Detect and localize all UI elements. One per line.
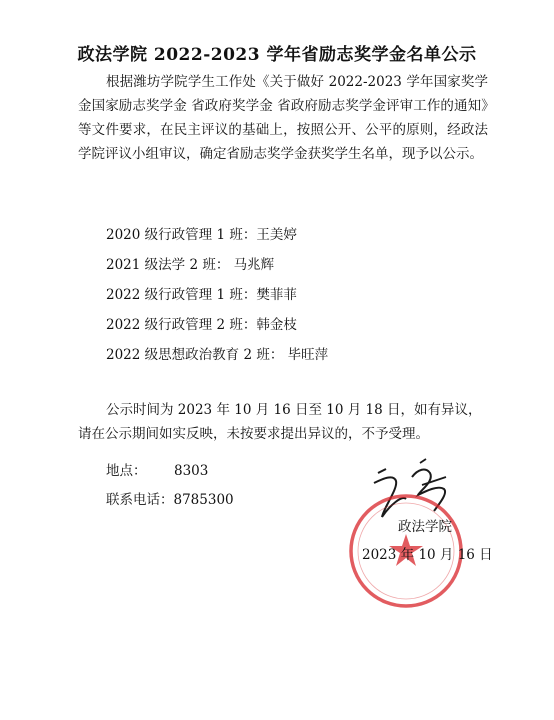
phone-line: [106, 488, 234, 508]
signature-organization: 政法学院: [398, 519, 452, 535]
recipient-item: 2022 级思想政治教育 2 班： 毕旺萍: [106, 347, 329, 363]
recipient-list: [106, 220, 328, 370]
phone-label: 联系电话：: [106, 492, 174, 508]
location-label: 地点：: [106, 463, 147, 479]
intro-paragraph: 根据潍坊学院学生工作处《关于做好 2022-2023 学年国家奖学金国家励志奖学金 省政府奖学金 省政府励志奖学金评审工作的通知》等文件要求，在民主评议的基础上，按照公开、公平的原则，经政法学院评议小组审议，确定省励志奖学金获奖学生名单，现予以公示。: [78, 74, 488, 162]
document-title: 政法学院 2022-2023 学年省励志奖学金名单公示: [77, 45, 477, 65]
recipient-item: 2021 级法学 2 班： 马兆辉: [106, 257, 275, 273]
signature-date: 2023 年 10 月 16 日: [362, 547, 493, 563]
notice-paragraph: 公示时间为 2023 年 10 月 16 日至 10 月 18 日，如有异议，请在公示期间如实反映，未按要求提出异议的，不予受理。: [78, 402, 482, 442]
recipient-item: 2022 级行政管理 2 班：韩金枝: [106, 317, 297, 333]
location-line: [106, 459, 208, 479]
phone-value: 8785300: [173, 492, 234, 508]
recipient-item: 2020 级行政管理 1 班：王美婷: [106, 227, 297, 243]
location-value: 8303: [174, 463, 209, 479]
recipient-item: 2022 级行政管理 1 班：樊菲菲: [106, 287, 297, 303]
